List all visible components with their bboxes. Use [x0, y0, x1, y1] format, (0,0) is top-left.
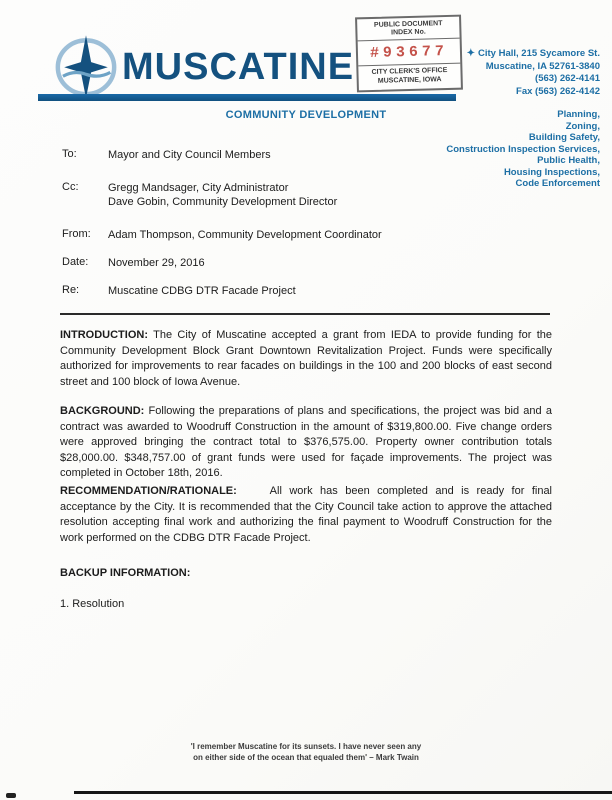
address-line: Muscatine, IA 52761-3840 — [485, 60, 600, 72]
stamp-title — [357, 17, 460, 42]
service-item: Public Health, — [537, 155, 600, 166]
paragraph-heading: INTRODUCTION: — [60, 329, 148, 341]
footer-quote — [0, 741, 612, 763]
memo-value-to: Mayor and City Council Members — [108, 149, 271, 161]
muscatine-logo-icon — [52, 34, 120, 98]
service-item: Construction Inspection Services, — [446, 143, 600, 155]
stamp-office — [358, 63, 461, 91]
service-item: Housing Inspections, — [503, 166, 600, 178]
paragraph-heading: BACKGROUND: — [60, 405, 145, 417]
stamp-city-line: MUSCATINE, IOWA — [377, 75, 442, 85]
service-item: Zoning, — [565, 120, 600, 132]
memo-value-re: Muscatine CDBG DTR Facade Project — [108, 285, 296, 297]
paragraph-background — [60, 404, 552, 482]
stamp-line1: PUBLIC DOCUMENT — [373, 20, 443, 29]
stamp-office-line: CITY CLERK'S OFFICE — [371, 67, 448, 76]
memo-label-to: To: — [62, 148, 77, 160]
clerk-stamp — [355, 15, 463, 93]
star-icon: ✦ — [466, 48, 476, 59]
paragraph-recommendation — [60, 484, 552, 546]
address-line: ✦ City Hall, 215 Sycamore St. — [466, 48, 600, 59]
logo-wordmark: MUSCATINE — [122, 46, 355, 88]
backup-information-heading: BACKUP INFORMATION: — [60, 567, 191, 579]
department-title: COMMUNITY DEVELOPMENT — [225, 109, 387, 121]
horizontal-rule — [60, 313, 550, 315]
memo-label-re: Re: — [62, 284, 80, 296]
service-item: Building Safety, — [528, 132, 600, 143]
backup-item-resolution: 1. Resolution — [60, 598, 125, 610]
scan-blot-artifact — [6, 793, 16, 798]
header-divider-bar — [38, 94, 456, 101]
service-item: Code Enforcement — [515, 178, 600, 189]
memo-value-from: Adam Thompson, Community Development Coordinator — [108, 229, 382, 241]
address-block — [467, 48, 600, 98]
memo-value-cc — [108, 181, 528, 209]
memo-label-from: From: — [62, 228, 91, 240]
paragraph-text: Following the preparations of plans and specifications, the project was bid and a contract was awarded to Woodruff Construction in the amount of $319,800.00. Five change orders were approved bringing the contract total to $376,575.00. Property owner contribution totals $28,000.00. $348,757.00 of grant funds were used for façade improvements. The project was completed in October 18th, 2016. — [60, 405, 552, 479]
quote-line: on either side of the ocean that equaled them' – Mark Twain — [193, 753, 419, 762]
paragraph-text: The City of Muscatine accepted a grant from IEDA to provide funding for the Community Development Block Grant Downtown Revitalization Project. Funds were specifically authorized for improvements to rear facades on buildings in the 100 and 200 blocks of east second street and 100 block of Iowa Avenue. — [60, 329, 553, 388]
quote-line: 'I remember Muscatine for its sunsets. I have never seen any — [190, 742, 422, 751]
address-line: (563) 262-4141 — [535, 73, 600, 84]
stamp-index-number: #93677 — [369, 42, 449, 63]
address-line: Fax (563) 262-4142 — [516, 85, 600, 97]
cc-line: Gregg Mandsager, City Administrator — [108, 182, 289, 194]
memo-value-date: November 29, 2016 — [108, 257, 205, 269]
memo-label-date: Date: — [62, 256, 89, 268]
service-item: Planning, — [557, 109, 600, 120]
stamp-line2: INDEX No. — [391, 28, 426, 37]
memo-label-cc: Cc: — [62, 181, 79, 193]
paragraph-heading: RECOMMENDATION/RATIONALE: — [60, 485, 237, 497]
paragraph-introduction — [60, 328, 552, 390]
scan-edge-artifact — [74, 791, 612, 794]
paragraph-text: All work has been completed and is ready for final acceptance by the City. It is recommended that the City Council take action to approve the attached resolution accepting final work and authorizing the final payment to Woodruff Construction for the work performed on the CDBG DTR Facade Project. — [60, 485, 552, 544]
cc-line: Dave Gobin, Community Development Director — [108, 196, 338, 208]
